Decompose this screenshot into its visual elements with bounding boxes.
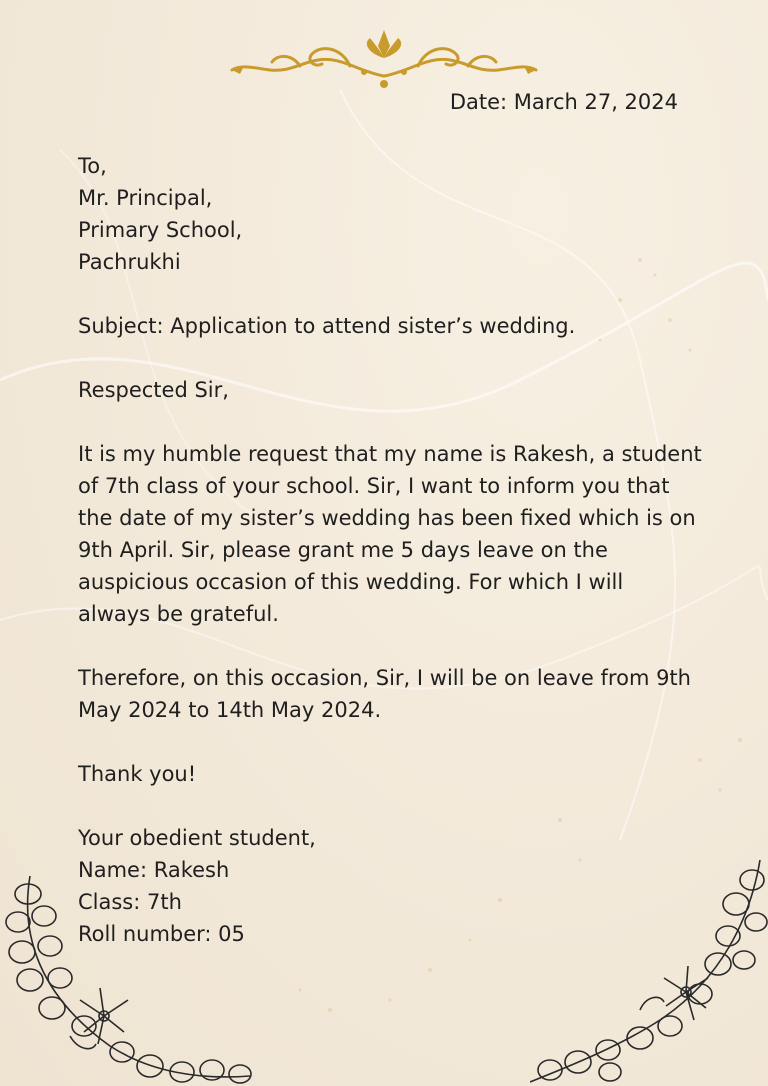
body-line: of 7th class of your school. Sir, I want to inform you that [78, 474, 670, 498]
recipient-line: To, [78, 154, 107, 178]
body-line: 9th April. Sir, please grant me 5 days leave on the [78, 538, 608, 562]
signoff-line: Your obedient student, [78, 826, 316, 850]
recipient-line: Mr. Principal, [78, 186, 213, 210]
gold-flourish-ornament-icon [230, 26, 538, 90]
body-line: May 2024 to 14th May 2024. [78, 698, 382, 722]
body-paragraph [78, 662, 738, 726]
floral-line-art-icon [530, 860, 768, 1086]
floral-line-art-icon [0, 876, 260, 1086]
body-line: the date of my sister’s wedding has been fixed which is on [78, 506, 696, 530]
letter-subject: Subject: Application to attend sister’s wedding. [78, 314, 576, 338]
body-line: auspicious occasion of this wedding. For which I will [78, 570, 624, 594]
body-line: Therefore, on this occasion, Sir, I will be on leave from 9th [78, 666, 691, 690]
letter-salutation: Respected Sir, [78, 378, 229, 402]
letter-closing: Thank you! [78, 762, 197, 786]
signoff-line: Class: 7th [78, 890, 182, 914]
body-paragraph [78, 438, 738, 630]
signoff-line: Roll number: 05 [78, 922, 245, 946]
letter-body [78, 150, 738, 950]
body-line: always be grateful. [78, 602, 279, 626]
signoff-line: Name: Rakesh [78, 858, 230, 882]
letter-date: Date: March 27, 2024 [449, 90, 678, 114]
body-line: It is my humble request that my name is Rakesh, a student [78, 442, 702, 466]
recipient-line: Primary School, [78, 218, 243, 242]
recipient-line: Pachrukhi [78, 250, 181, 274]
recipient-address [78, 150, 738, 278]
